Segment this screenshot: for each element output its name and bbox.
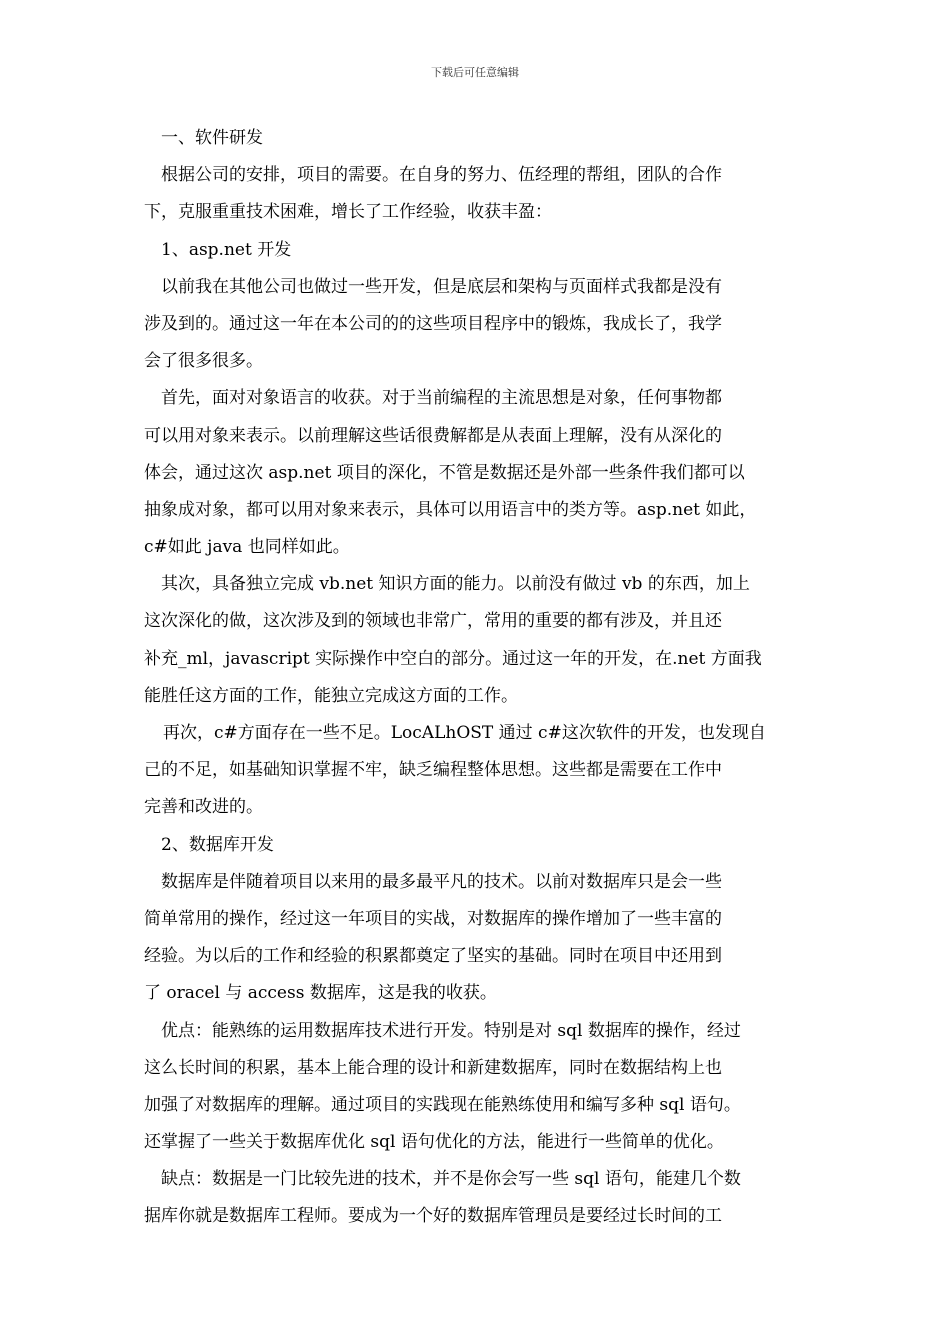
paragraph-line: 缺点：数据是一门比较先进的技术，并不是你会写一些 sql 语句，能建几个数 <box>161 1169 741 1190</box>
paragraph-line: 简单常用的操作，经过这一年项目的实战，对数据库的操作增加了一些丰富的 <box>144 908 722 929</box>
document-body <box>144 120 816 1236</box>
paragraph-line: 还掌握了一些关于数据库优化 sql 语句优化的方法，能进行一些简单的优化。 <box>144 1132 724 1153</box>
paragraph-line: 抽象成对象，都可以用对象来表示，具体可以用语言中的类方等。asp.net 如此， <box>144 499 757 520</box>
paragraph-line: 以前我在其他公司也做过一些开发，但是底层和架构与页面样式我都是没有 <box>161 276 722 297</box>
paragraph-line: 其次，具备独立完成 vb.net 知识方面的能力。以前没有做过 vb 的东西，加上 <box>161 574 750 595</box>
paragraph-line: 能胜任这方面的工作，能独立完成这方面的工作。 <box>144 685 518 706</box>
paragraph-line: 下，克服重重技术困难，增长了工作经验，收获丰盈： <box>144 202 552 223</box>
page-header-note: 下载后可任意编辑 <box>431 66 519 79</box>
paragraph-line: 首先，面对对象语言的收获。对于当前编程的主流思想是对象，任何事物都 <box>161 388 722 409</box>
section-heading: 一、软件研发 <box>161 128 263 148</box>
paragraph-line: 加强了对数据库的理解。通过项目的实践现在能熟练使用和编写多种 sql 语句。 <box>144 1094 741 1115</box>
paragraph-line: 再次，c#方面存在一些不足。LocALhOST 通过 c#这次软件的开发，也发现自 <box>163 723 766 743</box>
paragraph-line: 经验。为以后的工作和经验的积累都奠定了坚实的基础。同时在项目中还用到 <box>144 946 722 967</box>
paragraph-line: 根据公司的安排，项目的需要。在自身的努力、伍经理的帮组，团队的合作 <box>161 165 722 186</box>
subsection-heading: 2、数据库开发 <box>161 834 274 855</box>
paragraph-line: 这么长时间的积累，基本上能合理的设计和新建数据库，同时在数据结构上也 <box>144 1057 722 1078</box>
paragraph-line: 体会，通过这次 asp.net 项目的深化，不管是数据还是外部一些条件我们都可以 <box>144 462 745 483</box>
paragraph-line: 据库你就是数据库工程师。要成为一个好的数据库管理员是要经过长时间的工 <box>144 1206 722 1227</box>
paragraph-line: 了 oracel 与 access 数据库，这是我的收获。 <box>144 983 497 1004</box>
paragraph-line: 优点：能熟练的运用数据库技术进行开发。特别是对 sql 数据库的操作，经过 <box>161 1020 741 1041</box>
paragraph-line: 这次深化的做，这次涉及到的领域也非常广，常用的重要的都有涉及，并且还 <box>144 611 722 632</box>
paragraph-line: 可以用对象来表示。以前理解这些话很费解都是从表面上理解，没有从深化的 <box>144 425 722 446</box>
paragraph-line: 会了很多很多。 <box>144 351 263 372</box>
paragraph-line: c#如此 java 也同样如此。 <box>144 537 350 558</box>
paragraph-line: 数据库是伴随着项目以来用的最多最平凡的技术。以前对数据库只是会一些 <box>161 871 722 892</box>
paragraph-line: 己的不足，如基础知识掌握不牢，缺乏编程整体思想。这些都是需要在工作中 <box>144 760 722 781</box>
paragraph-line: 完善和改进的。 <box>144 797 263 818</box>
paragraph-line: 涉及到的。通过这一年在本公司的的这些项目程序中的锻炼，我成长了，我学 <box>144 313 722 334</box>
paragraph-line: 补充_ml，javascript 实际操作中空白的部分。通过这一年的开发，在.net 方面我 <box>144 648 762 669</box>
subsection-heading: 1、asp.net 开发 <box>161 239 292 260</box>
